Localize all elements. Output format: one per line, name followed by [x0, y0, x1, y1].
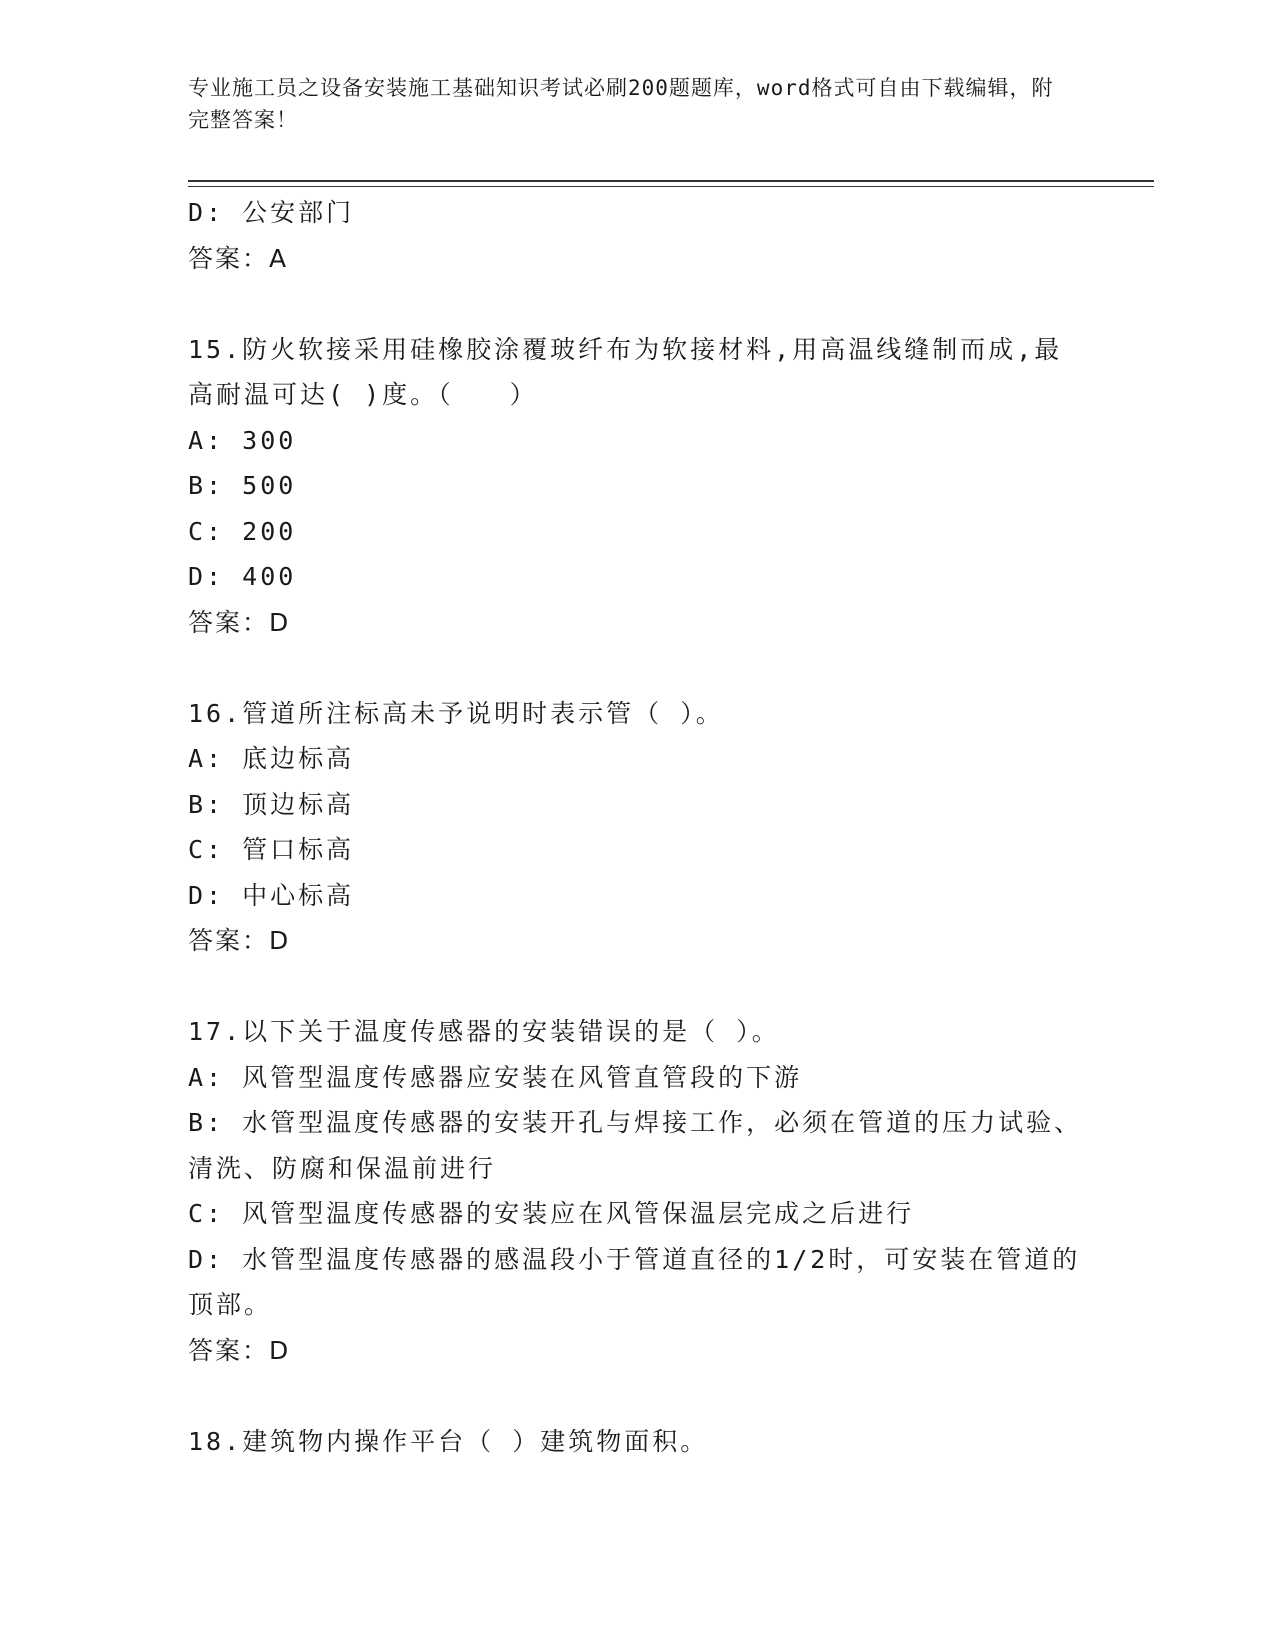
- q17-stem: 17.以下关于温度传感器的安装错误的是（ ）。: [188, 1017, 780, 1046]
- spacer: [188, 964, 1088, 1010]
- header-rule-thick: [188, 180, 1154, 182]
- q16-option-b: B: 顶边标高: [188, 789, 355, 819]
- spacer: [188, 645, 1088, 691]
- q17-option-c: C: 风管型温度传感器的安装应在风管保温层完成之后进行: [188, 1199, 915, 1228]
- prev-option-d: D: 公安部门: [188, 198, 355, 227]
- prev-answer: 答案：A: [188, 243, 289, 273]
- q18-stem: 18.建筑物内操作平台（ ）建筑物面积。: [188, 1426, 709, 1456]
- q17-option-d: D: 水管型温度传感器的感温段小于管道直径的1/2时，可安装在管道的顶部。: [188, 1244, 1081, 1319]
- q17-answer: 答案：D: [188, 1335, 291, 1365]
- q17-option-b: B: 水管型温度传感器的安装开孔与焊接工作，必须在管道的压力试验、清洗、防腐和保温前进行: [188, 1108, 1083, 1183]
- q17-option-a: A: 风管型温度传感器应安装在风管直管段的下游: [188, 1062, 803, 1092]
- q15-option-b: B: 500: [188, 471, 297, 500]
- document-header: 专业施工员之设备安装施工基础知识考试必刷200题题库，word格式可自由下载编辑，附完整答案！: [188, 76, 1054, 132]
- q15-option-c: C: 200: [188, 516, 297, 546]
- document-body: [188, 190, 1088, 1464]
- q15-answer: 答案：D: [188, 607, 291, 637]
- header-rule-thin: [188, 186, 1154, 187]
- q16-option-a: A: 底边标高: [188, 744, 355, 773]
- q16-stem: 16.管道所注标高未予说明时表示管（ ）。: [188, 698, 724, 728]
- q15-option-d: D: 400: [188, 562, 297, 591]
- q16-option-d: D: 中心标高: [188, 880, 355, 910]
- spacer: [188, 1373, 1088, 1419]
- q15-option-a: A: 300: [188, 425, 297, 455]
- spacer: [188, 281, 1088, 327]
- q15-stem: 15.防火软接采用硅橡胶涂覆玻纤布为软接材料,用高温线缝制而成,最高耐温可达( )度。（ ）: [188, 334, 1063, 409]
- q16-option-c: C: 管口标高: [188, 835, 355, 864]
- q16-answer: 答案：D: [188, 926, 291, 955]
